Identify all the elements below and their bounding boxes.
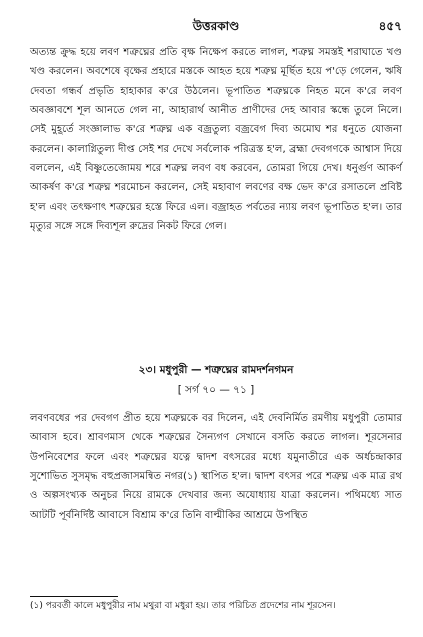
- paragraph-1: অত্যন্ত ক্রুদ্ধ হয়ে লবণ শত্রুঘ্নের প্রতি বৃক্ষ নিক্ষেপ করতে লাগল, শত্রুঘ্ন সমস্তই শরাঘাতে খণ্ড খণ্ড করলেন। অবশেষে বৃক্ষের প্রহারে মস্তকে আহত হয়ে শত্রুঘ্ন মূর্ছিত হয়ে প'ড়ে গেলেন, ঋষি দেবতা গন্ধর্ব প্রভৃতি হাহাকার ক'রে উঠলেন। ভূপাতিত শত্রুঘ্নকে নিহত মনে ক'রে লবণ অবজ্ঞাবশে শূল আনতে গেল না, আহারার্থ আনীত প্রাণীদের দেহ আবার স্কন্ধে তুলে নিলে। সেই মুহূর্তে সংজ্ঞালাভ ক'রে শত্রুঘ্ন এক বজ্রতুল্য বজ্রবেগ দিব্য অমোঘ শর ধনুতে যোজনা করলেন। কালাগ্নিতুল্য দীপ্ত সেই শর দেখে সর্বলোক পরিত্রস্ত হ'ল, ব্রহ্মা দেবগণকে আশ্বাস দিয়ে বললেন, এই বিষ্ণুতেজোময় শরে শত্রুঘ্ন লবণ বধ করবেন, তোমরা গিয়ে দেখ। ধনুর্গুণ আকর্ণ আকর্ষণ ক'রে শত্রুঘ্ন শরমোচন করলেন, সেই মহাবাণ লবণের বক্ষ ভেদ ক'রে রসাতলে প্রবিষ্ট হ'ল এবং তৎক্ষণাৎ শত্রুঘ্নের হস্তে ফিরে এল। বজ্রাহত পর্বতের ন্যায় লবণ ভূপাতিত হ'ল। তার মৃত্যুর সঙ্গে সঙ্গে দিব্যশূল রুদ্রের নিকট ফিরে গেল।: [30, 47, 402, 233]
- section-heading: ২৩। মধুপুরী — শত্রুঘ্নের রামদর্শনগমন: [138, 364, 294, 376]
- running-header: [30, 18, 402, 36]
- chapter-title: উত্তরকাণ্ড: [192, 19, 240, 33]
- footnote-divider: [30, 596, 118, 597]
- page-number: ৪৫৭: [378, 19, 402, 33]
- footnote: (১) পরবর্তী কালে মধুপুরীর নাম মথুরা বা মধুরা হয়। তার পরিচিত প্রদেশের নাম শূরসেন।: [30, 601, 336, 611]
- section-subheading: [ সর্গ ৭০ — ৭১ ]: [177, 384, 255, 396]
- paragraph-2: লবণবধের পর দেবগণ প্রীত হয়ে শত্রুঘ্নকে বর দিলেন, এই দেবনির্মিত রমণীয় মধুপুরী তোমার আবাস হবে। শ্রাবণমাস থেকে শত্রুঘ্নের সৈন্যগণ সেখানে বসতি করতে লাগল। শূরসেনার উপনিবেশের ফলে এবং শত্রুঘ্নের যত্নে দ্বাদশ বৎসরের মধ্যে যমুনাতীরে এক অর্ধচন্দ্রাকার সুশোভিত সুসমৃদ্ধ বহুপ্রজাসমন্বিত নগর(১) স্থাপিত হ'ল। দ্বাদশ বৎসর পরে শত্রুঘ্ন এক মাত্র রথ ও অল্পসংখ্যক অনুচর নিয়ে রামকে দেখবার জন্য অযোধ্যায় যাত্রা করলেন। পথিমধ্যে সাত আটটি পূর্বনির্দিষ্ট আবাসে বিশ্রাম ক'রে তিনি বাল্মীকির আশ্রমে উপস্থিত: [30, 413, 402, 521]
